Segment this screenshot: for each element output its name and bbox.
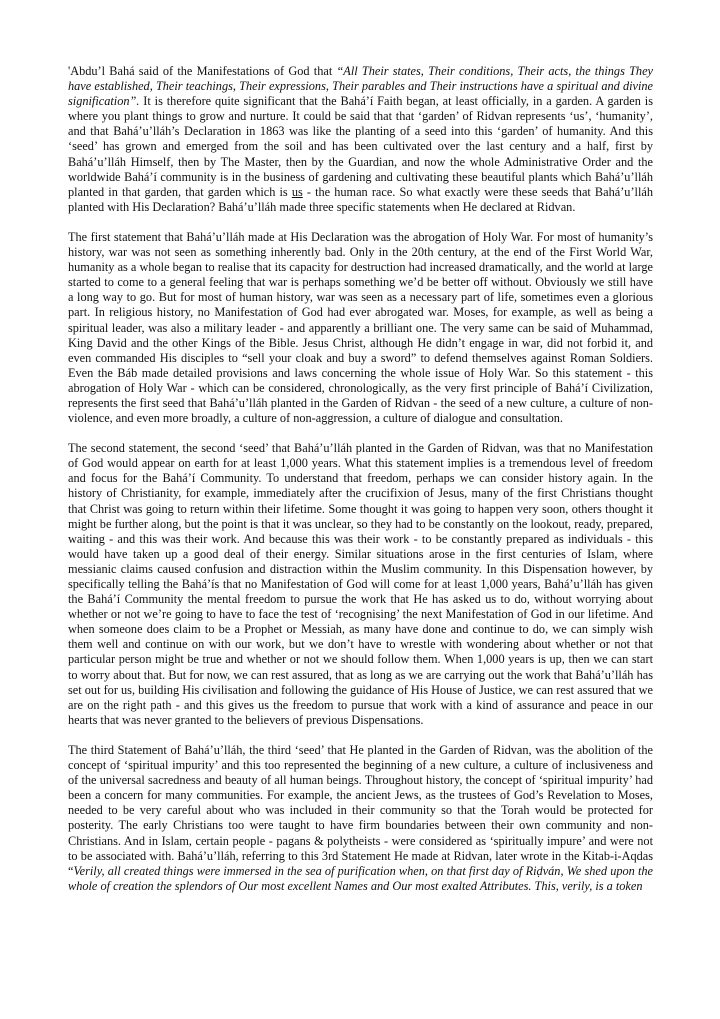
paragraph-intro-garden: [68, 64, 653, 215]
text-run: The second statement, the second ‘seed’ that Bahá’u’lláh planted in the Garden of Ridvan, was that no Manifestation of God would appear on earth for at least 1,000 years. What this statement implies is a tremendous level of freedom and focus for the Bahá’í Community. To understand that freedom, perhaps we can consider history again. In the history of Christianity, for example, immediately after the crucifixion of Jesus, many of the first Christians thought that Christ was going to return within their lifetime. Some thought it was going to happen very soon, others thought it might be further along, but the point is that it was unclear, so they had to be constantly on the lookout, ready, prepared, waiting - and this was their work. And because this was their work - to be constantly prepared as individuals - this would have taken up a good deal of their energy. Similar situations arose in the first centuries of Islam, where messianic claims caused confusion and distraction within the Muslim community. In this Dispensation however, by specifically telling the Bahá’ís that no Manifestation of God will come for at least 1,000 years, Bahá’u’lláh has given the Bahá’í Community the mental freedom to pursue the work that He has asked us to do, without worrying about whether or not we’re going to have to face the test of ‘recognising’ the next Manifestation of God in our lifetime. And when someone does claim to be a Prophet or Messiah, as many have done and continue to do, we can simply wish them well and continue on with our work, but we don’t have to wrestle with wondering about whether or not that particular person might be true and whether or not we should follow them. When 1,000 years is up, then we can start to worry about that. But for now, we can rest assured, that as long as we are carrying out the work that Bahá’u’lláh has set out for us, building His civilisation and following the guidance of His House of Justice, we can rest assured that we are on the right path - and this gives us the freedom to pursue that work with a kind of assurance and peace in our hearts that was never granted to the believers of previous Dispensations.: [68, 441, 653, 727]
quote-run: Verily, all created things were immersed in the sea of purification when, on that first day of Riḍván, We shed upon the whole of creation the splendors of Our most excellent Names and Our most exalted Attributes. This, verily, is a token: [68, 863, 653, 893]
text-run: The third Statement of Bahá’u’lláh, the third ‘seed’ that He planted in the Garden of Ridvan, was the abolition of the concept of ‘spiritual impurity’ and this too represented the beginning of a new culture, a culture of inclusiveness and of the universal sacredness and beauty of all human beings. Throughout history, the concept of ‘spiritual impurity’ had been a concern for many communities. For example, the ancient Jews, as the trustees of God’s Revelation to Moses, needed to be very careful about who was included in their community so that the Torah would be protected for posterity. The early Christians too were taught to have firm boundaries between their own community and non-Christians. And in Islam, certain people - pagans & polytheists - were considered as ‘spiritually impure’ and were not to be associated with. Bahá’u’lláh, referring to this 3rd Statement He made at Ridvan, later wrote in the Kitab-i-Aqdas “: [68, 742, 653, 878]
paragraph-second-statement: [68, 441, 653, 728]
paragraph-first-statement: [68, 230, 653, 426]
paragraph-third-statement: [68, 743, 653, 894]
underlined-run: us: [291, 184, 303, 199]
text-run: It is therefore quite significant that the Bahá’í Faith began, at least officially, in a garden. A garden is where you plant things to grow and nurture. It could be said that that ‘garden’ of Ridvan represents ‘us’, ‘humanity’, and that Bahá’u’lláh’s Declaration in 1863 was like the planting of a seed into this ‘garden’ of humanity. And this ‘seed’ has grown and emerged from the soil and has been cultivated over the last century and a half, first by Bahá’u’lláh Himself, then by The Master, then by the Guardian, and now the whole Administrative Order and the worldwide Bahá’í community is in the business of gardening and cultivating these beautiful plants which Bahá’u’lláh planted in that garden, that garden which is: [68, 94, 653, 199]
document-page: [68, 64, 653, 894]
text-run: The first statement that Bahá’u’lláh made at His Declaration was the abrogation of Holy War. For most of humanity’s history, war was not seen as something inherently bad. Only in the 20th century, at the end of the First World War, humanity as a whole began to realise that its capacity for destruction had increased dramatically, and the world at large started to come to a general feeling that war is perhaps something we’d be better off without. Obviously we still have a long way to go. But for most of human history, war was seen as a necessary part of life, sometimes even a glorious part. In religious history, no Manifestation of God had ever abrogated war. Moses, for example, as well as being a spiritual leader, was also a military leader - and apparently a brilliant one. The very same can be said of Muhammad, King David and the other Kings of the Bible. Jesus Christ, although He didn’t engage in war, did not forbid it, and even commanded His disciples to “sell your cloak and buy a sword” to defend themselves against Roman Soldiers. Even the Báb made detailed provisions and laws concerning the whole issue of Holy War. So this statement - this abrogation of Holy War - which can be considered, chronologically, as the very first principle of Bahá’í Civilization, represents the first seed that Bahá’u’lláh planted in the Garden of Ridvan - the seed of a new culture, a culture of non-violence, and even more broadly, a culture of non-aggression, a culture of dialogue and consultation.: [68, 229, 653, 426]
quote-run: “All Their states, Their conditions, Their acts, the things They have established, Their teachings, Their expressions, Their parables and Their instructions have a spiritual and divine signification”.: [68, 64, 653, 109]
text-run: 'Abdu’l Bahá said of the Manifestations of God that: [68, 64, 337, 78]
text-run: - the human race. So what exactly were these seeds that Bahá’u’lláh planted with His Declaration? Bahá’u’lláh made three specific statements when He declared at Ridvan.: [68, 184, 653, 214]
